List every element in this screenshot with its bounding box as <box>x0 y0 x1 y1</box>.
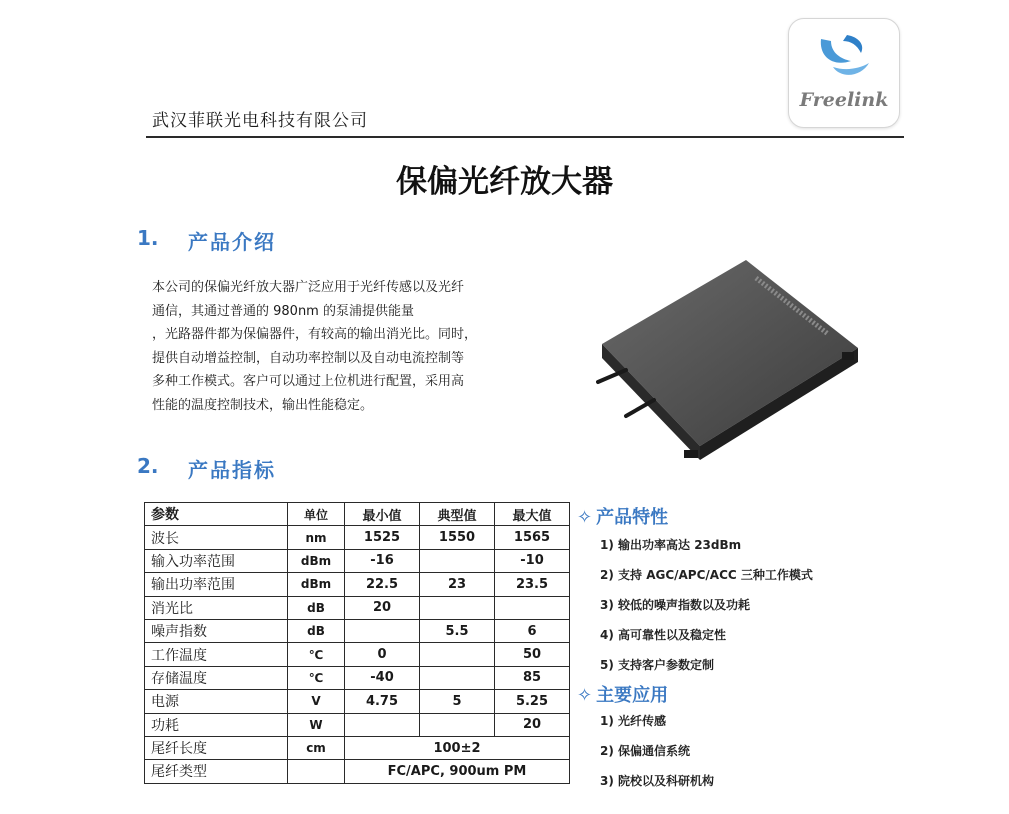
header-cell: 参数 <box>145 503 288 526</box>
param-cell: 波长 <box>145 526 288 549</box>
diamond-icon: ✧ <box>577 685 593 706</box>
application-item: 2) 保偏通信系统 <box>600 744 691 758</box>
table-header-row <box>145 503 570 526</box>
param-cell: 尾纤长度 <box>145 736 288 759</box>
logo-wordmark: Freelink <box>799 89 889 111</box>
section-2-heading <box>0 454 400 482</box>
applications-title: 主要应用 <box>596 685 669 706</box>
features-heading <box>577 503 668 529</box>
table-row <box>145 690 570 713</box>
typ-cell <box>420 713 495 736</box>
table-row <box>145 573 570 596</box>
unit-cell: cm <box>288 736 345 759</box>
param-cell: 电源 <box>145 690 288 713</box>
max-cell: 23.5 <box>495 573 570 596</box>
intro-line: 多种工作模式。客户可以通过上位机进行配置，采用高 <box>152 374 465 389</box>
feature-item: 4) 高可靠性以及稳定性 <box>600 628 727 642</box>
intro-line: 提供自动增益控制，自动功率控制以及自动电流控制等 <box>152 350 465 366</box>
unit-cell: V <box>288 690 345 713</box>
table-row <box>145 760 570 783</box>
min-cell: 0 <box>345 643 420 666</box>
spec-table <box>144 502 570 784</box>
table-row <box>145 596 570 619</box>
typ-cell <box>420 666 495 689</box>
typ-cell: 23 <box>420 573 495 596</box>
unit-cell: dB <box>288 619 345 642</box>
unit-cell: dBm <box>288 549 345 572</box>
param-cell: 消光比 <box>145 596 288 619</box>
freelink-swirl-icon <box>811 27 877 89</box>
amplifier-product-image <box>596 248 866 470</box>
section-2-title: 产品指标 <box>188 458 276 482</box>
diamond-icon: ✧ <box>577 507 593 528</box>
min-cell: 4.75 <box>345 690 420 713</box>
intro-line: 本公司的保偏光纤放大器广泛应用于光纤传感以及光纤 <box>152 280 465 295</box>
header-cell: 最小值 <box>345 503 420 526</box>
param-cell: 工作温度 <box>145 643 288 666</box>
typ-cell: 5.5 <box>420 619 495 642</box>
features-title: 产品特性 <box>596 507 669 528</box>
min-cell: -40 <box>345 666 420 689</box>
max-cell: 85 <box>495 666 570 689</box>
table-row <box>145 549 570 572</box>
intro-line: ，光路器件都为保偏器件，有较高的输出消光比。同时， <box>152 327 478 342</box>
header-cell: 典型值 <box>420 503 495 526</box>
feature-item: 2) 支持 AGC/APC/ACC 三种工作模式 <box>600 568 813 582</box>
unit-cell: W <box>288 713 345 736</box>
application-item: 3) 院校以及科研机构 <box>600 774 715 788</box>
intro-line: 性能的温度控制技术，输出性能稳定。 <box>152 397 374 413</box>
param-cell: 输入功率范围 <box>145 549 288 572</box>
max-cell: 6 <box>495 619 570 642</box>
applications-heading <box>577 681 668 707</box>
unit-cell: dB <box>288 596 345 619</box>
table-row <box>145 666 570 689</box>
document-title: 保偏光纤放大器 <box>396 164 613 200</box>
header-cell: 最大值 <box>495 503 570 526</box>
feature-item: 3) 较低的噪声指数以及功耗 <box>600 598 751 612</box>
max-cell <box>495 596 570 619</box>
section-1-heading <box>0 226 400 254</box>
intro-line: 通信，其通过普通的 980nm 的泵浦提供能量 <box>152 303 414 319</box>
table-row <box>145 736 570 759</box>
max-cell: 50 <box>495 643 570 666</box>
unit-cell: ℃ <box>288 666 345 689</box>
intro-paragraph <box>152 276 592 417</box>
table-row <box>145 713 570 736</box>
unit-cell: ℃ <box>288 643 345 666</box>
typ-cell <box>420 549 495 572</box>
typ-cell <box>420 643 495 666</box>
value-cell: FC/APC, 900um PM <box>345 760 570 783</box>
header-divider <box>146 136 904 138</box>
min-cell: 20 <box>345 596 420 619</box>
unit-cell <box>288 760 345 783</box>
table-row <box>145 619 570 642</box>
min-cell: 1525 <box>345 526 420 549</box>
min-cell: -16 <box>345 549 420 572</box>
min-cell <box>345 619 420 642</box>
param-cell: 存储温度 <box>145 666 288 689</box>
header-cell: 单位 <box>288 503 345 526</box>
typ-cell <box>420 596 495 619</box>
feature-item: 1) 输出功率高达 23dBm <box>600 538 742 552</box>
max-cell: 1565 <box>495 526 570 549</box>
typ-cell: 1550 <box>420 526 495 549</box>
typ-cell: 5 <box>420 690 495 713</box>
section-2-number: 2. <box>137 454 159 478</box>
company-name: 武汉菲联光电科技有限公司 <box>152 111 368 131</box>
max-cell: 20 <box>495 713 570 736</box>
max-cell: 5.25 <box>495 690 570 713</box>
unit-cell: nm <box>288 526 345 549</box>
table-row <box>145 526 570 549</box>
freelink-logo <box>788 18 900 128</box>
param-cell: 功耗 <box>145 713 288 736</box>
unit-cell: dBm <box>288 573 345 596</box>
param-cell: 输出功率范围 <box>145 573 288 596</box>
min-cell <box>345 713 420 736</box>
section-1-number: 1. <box>137 226 159 250</box>
param-cell: 噪声指数 <box>145 619 288 642</box>
value-cell: 100±2 <box>345 736 570 759</box>
max-cell: -10 <box>495 549 570 572</box>
table-row <box>145 643 570 666</box>
feature-item: 5) 支持客户参数定制 <box>600 658 715 672</box>
param-cell: 尾纤类型 <box>145 760 288 783</box>
section-1-title: 产品介绍 <box>188 230 276 254</box>
min-cell: 22.5 <box>345 573 420 596</box>
application-item: 1) 光纤传感 <box>600 714 667 728</box>
